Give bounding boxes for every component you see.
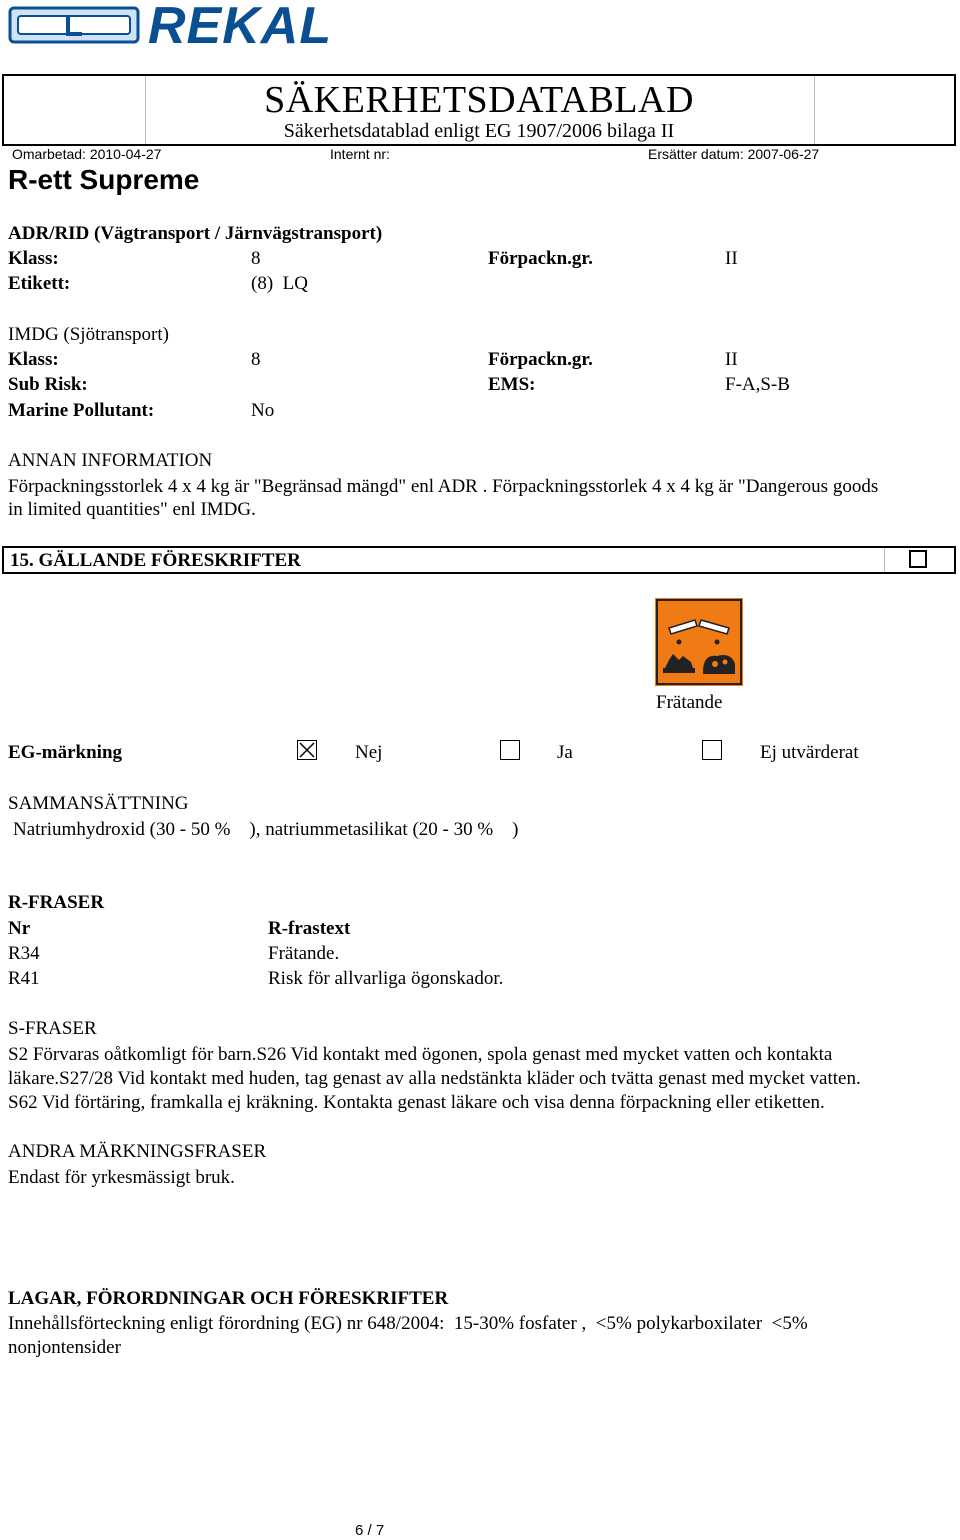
- checkbox-nej[interactable]: [297, 740, 317, 760]
- imdg-heading: IMDG (Sjötransport): [8, 324, 169, 345]
- adr-pack-value: II: [725, 248, 738, 269]
- s-phrases-line-2: läkare.S27/28 Vid kontakt med huden, tag genast av alla nedstänkta kläder och tvätta genast med mycket vatten.: [8, 1068, 861, 1089]
- r-phrase-text: Frätande.: [268, 943, 340, 964]
- eg-marking-label: EG-märkning: [8, 742, 123, 763]
- checked-x-icon: [298, 741, 316, 759]
- imdg-pollutant-value: No: [251, 400, 275, 421]
- s-phrases-line-3: S62 Vid förtäring, framkalla ej kräkning. Kontakta genast läkare och visa denna förpackning eller etiketten.: [8, 1092, 825, 1113]
- other-phrases-heading: ANDRA MÄRKNINGSFRASER: [8, 1141, 267, 1162]
- logo-mark-icon: [8, 2, 148, 50]
- checkbox-ej-utvarderat[interactable]: [702, 740, 722, 760]
- composition-heading: SAMMANSÄTTNING: [8, 793, 189, 814]
- imdg-pack-value: II: [725, 349, 738, 370]
- adr-class-label: Klass:: [8, 248, 59, 269]
- r-phrase-text: Risk för allvarliga ögonskador.: [268, 968, 504, 989]
- composition-text: Natriumhydroxid (30 - 50 % ), natriummetasilikat (20 - 30 % ): [13, 819, 519, 840]
- s-phrases-line-1: S2 Förvaras oåtkomligt för barn.S26 Vid kontakt med ögonen, spola genast med mycket vatten och kontakta: [8, 1044, 833, 1065]
- corrosive-pictogram-svg: [655, 598, 743, 686]
- other-phrases-text: Endast för yrkesmässigt bruk.: [8, 1167, 235, 1188]
- pictogram-caption: Frätande: [656, 692, 723, 713]
- adr-label-label: Etikett:: [8, 273, 71, 294]
- adr-heading: ADR/RID (Vägtransport / Järnvägstransport): [8, 223, 383, 244]
- laws-line-2: nonjontensider: [8, 1337, 121, 1358]
- imdg-class-label: Klass:: [8, 349, 59, 370]
- laws-line-1: Innehållsförteckning enligt förordning (EG) nr 648/2004: 15-30% fosfater , <5% polykarboxilater <5%: [8, 1313, 808, 1334]
- section-checkbox[interactable]: [909, 550, 927, 568]
- company-logo: [8, 0, 398, 55]
- imdg-subrisk-label: Sub Risk:: [8, 374, 88, 395]
- document-subtitle: Säkerhetsdatablad enligt EG 1907/2006 bilaga II: [283, 120, 675, 142]
- section-15-checkbox-cell: [884, 548, 954, 572]
- r-phrases-col-nr: Nr: [8, 918, 31, 939]
- section-15-title: 15. GÄLLANDE FÖRESKRIFTER: [10, 550, 301, 571]
- imdg-pollutant-label: Marine Pollutant:: [8, 400, 155, 421]
- option-ej-utvarderat-label: Ej utvärderat: [760, 742, 859, 763]
- corrosive-icon: [655, 598, 743, 686]
- page-number: 6 / 7: [355, 1522, 385, 1539]
- r-phrase-nr: R41: [8, 968, 40, 989]
- other-info-heading: ANNAN INFORMATION: [8, 450, 213, 471]
- r-phrases-col-text: R-frastext: [268, 918, 351, 939]
- laws-heading: LAGAR, FÖRORDNINGAR OCH FÖRESKRIFTER: [8, 1288, 449, 1309]
- r-phrase-nr: R34: [8, 943, 40, 964]
- document-header: [2, 74, 956, 146]
- r-phrases-heading: R-FRASER: [8, 892, 105, 913]
- logo-text: REKAL: [148, 0, 333, 55]
- imdg-pack-label: Förpackn.gr.: [488, 349, 593, 370]
- other-info-line-2: in limited quantities" enl IMDG.: [8, 499, 256, 520]
- section-15-header: [2, 546, 956, 574]
- document-title: SÄKERHETSDATABLAD: [264, 79, 694, 121]
- replaces-date: Ersätter datum: 2007-06-27: [648, 146, 820, 162]
- internal-number: Internt nr:: [330, 146, 390, 162]
- imdg-ems-value: F-A,S-B: [725, 374, 790, 395]
- product-name: R-ett Supreme: [8, 164, 200, 195]
- adr-class-value: 8: [251, 248, 261, 269]
- other-info-line-1: Förpackningsstorlek 4 x 4 kg är "Begränsad mängd" enl ADR . Förpackningsstorlek 4 x 4 kg är "Dangerous goods: [8, 476, 879, 497]
- checkbox-ja[interactable]: [500, 740, 520, 760]
- option-nej-label: Nej: [355, 742, 383, 763]
- imdg-class-value: 8: [251, 349, 261, 370]
- option-ja-label: Ja: [557, 742, 573, 763]
- imdg-ems-label: EMS:: [488, 374, 536, 395]
- revised-date: Omarbetad: 2010-04-27: [12, 146, 162, 162]
- s-phrases-heading: S-FRASER: [8, 1018, 97, 1039]
- adr-pack-label: Förpackn.gr.: [488, 248, 593, 269]
- adr-label-value: (8) LQ: [251, 273, 308, 294]
